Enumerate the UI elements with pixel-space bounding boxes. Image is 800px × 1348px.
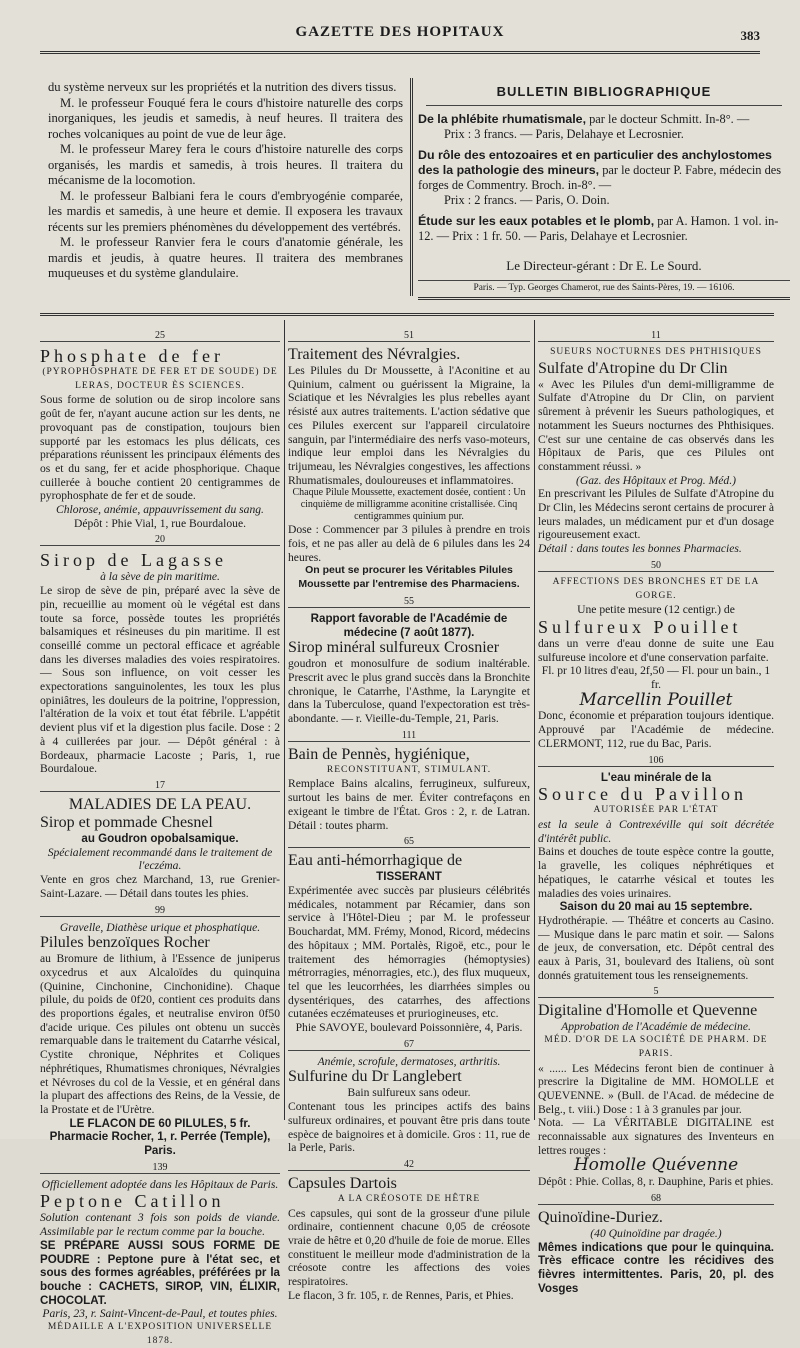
ad-number: 106 <box>538 755 774 767</box>
ad-number: 111 <box>288 730 530 742</box>
ad-indication: Gravelle, Diathèse urique et phosphatique. <box>59 920 261 934</box>
ad-subtitle: (40 Quinoïdine par dragée.) <box>590 1226 722 1240</box>
ad-body: Remplace Bains alcalins, ferrugineux, sulfureux, surtout les bains de mer. Éviter contrefaçons en exigeant le timbre de l'État. Gros : 2, r. de Latran. Détail : toutes pharm. <box>288 777 530 832</box>
ad-reference: (Gaz. des Hôpitaux et Prog. Méd.) <box>576 473 736 487</box>
news-paragraph: M. le professeur Marey fera le cours d'histoire naturelle des corps organisés, les mardis et samedis, à trois heures. Il traitera du mécanisme de la locomotion. <box>48 142 403 187</box>
ad-dose: Chaque Pilule Moussette, exactement dosée, contient : Un cinquième de milligramme aconitine cristallisée. Cinq centigrammes quinium pur. <box>292 487 526 523</box>
ad-body: Les Pilules du Dr Moussette, à l'Aconitine et au Quinium, calment ou guérissent la Migraine, la Sciatique et les Névralgies les plus rebelles ayant résisté aux autres traitements. L'action sédative que ces Pilules exercent sur l'appareil circulatoire sanguin, par l'intermédiaire des nerfs vaso-moteurs, indique leur emploi dans les Névralgies du trijumeau, les Névralgies congestives, les affections Rhumatismales, douloureuses et inflammatoires. <box>288 364 530 487</box>
ad-number: 55 <box>288 596 530 608</box>
ad-heading: Officiellement adoptée dans les Hôpitaux de Paris. <box>41 1177 279 1191</box>
bulletin-entry <box>418 214 790 244</box>
ad-number: 67 <box>288 1039 530 1051</box>
bulletin-bibliographique <box>418 80 790 298</box>
ad-indication: Spécialement recommandé dans le traitement de l'eczéma. <box>47 845 273 873</box>
ad-subtitle: au Goudron opobalsamique. <box>81 831 239 845</box>
ad-number: 99 <box>40 905 280 917</box>
page-header <box>40 18 760 54</box>
ad-title-pavillon: Source du Pavillon <box>538 784 747 805</box>
ad-body: dans un verre d'eau donne de suite une Eau sulfureuse incolore et d'une conservation parfaite. <box>538 636 774 664</box>
ad-number: 68 <box>538 1193 774 1205</box>
ad-notice: On peut se procurer les Véritables Pilules Moussette par l'entremise des Pharmaciens. <box>298 564 520 591</box>
ad-notice: Nota. — La VÉRITABLE DIGITALINE est reconnaissable aux signatures des Inventeurs en lettres rouges : <box>538 1116 774 1157</box>
ad-body: Contenant tous les principes actifs des bains sulfureux ordinaires, et pouvant être pris dans toute espèce de baignoires et à domicile. Gros : 11, rue de la Perle, Paris. <box>288 1100 530 1155</box>
ad-price: LE FLACON DE 60 PILULES, 5 fr. Pharmacie Rocher, 1, r. Perrée (Temple), Paris. <box>49 1116 271 1158</box>
ad-title-digitaline: Digitaline d'Homolle et Quevenne <box>538 1002 758 1020</box>
ad-body: est la seule à Contrexéville qui soit décrétée d'intérêt public. <box>538 817 774 845</box>
column-separator <box>284 320 285 1120</box>
ad-subtitle: Bain sulfureux sans odeur. <box>347 1086 471 1100</box>
ad-title-pouillet: Sulfureux Pouillet <box>538 616 742 637</box>
ad-body: goudron et monosulfure de sodium inaltérable. Prescrit avec le plus grand succès dans la Bronchite chronique, le Catarrhe, l'Asthme, la Laryngite et dans la Tuberculose, quand l'expectoration est très-abondante. — r. Vieille-du-Temple, 21, Paris. <box>288 657 530 726</box>
ad-medal: MÉD. D'OR DE LA SOCIÉTÉ DE PHARM. DE PARIS. <box>544 1035 768 1059</box>
ad-heading: AFFECTIONS DES BRONCHES ET DE LA GORGE. <box>552 576 760 601</box>
divider <box>426 105 782 106</box>
ad-number: 25 <box>40 330 280 342</box>
ad-body: En prescrivant les Pilules de Sulfate d'Atropine du Dr Clin, les Médecins seront certains de procurer à leurs malades, un médicament pur et d'un dosage rigoureusement exact. <box>538 487 774 542</box>
ad-body: Donc, économie et préparation toujours identique. Approuvé par l'Académie de médecine. CLERMONT, 112, rue du Bac, Paris. <box>538 709 774 750</box>
entry-title: De la phlébite rhumatismale, <box>418 112 587 126</box>
ad-title-quinoidine: Quinoïdine-Duriez. <box>538 1208 663 1226</box>
entry-details: par A. Hamon. 1 vol. in-12. — Prix : 1 fr. 50. — Paris, Delahaye et Lecrosnier. <box>418 214 779 243</box>
ad-title-peptone: Peptone Catillon <box>40 1191 225 1212</box>
ad-heading: L'eau minérale de la <box>600 770 712 784</box>
ad-subtitle: (PYROPHOSPHATE DE FER ET DE SOUDE) DE LERAS, DOCTEUR ÈS SCIENCES. <box>42 367 278 391</box>
pouillet-signature: Marcellin Pouillet <box>579 689 733 710</box>
column-separator <box>410 78 413 296</box>
entry-details: par le docteur Schmitt. In-8°. — <box>586 112 750 126</box>
ad-column-1 <box>40 326 280 1348</box>
ad-title-langlebert: Sulfurine du Dr Langlebert <box>288 1068 462 1086</box>
ad-medal: MÉDAILLE A L'EXPOSITION UNIVERSELLE 1878. <box>47 1322 273 1346</box>
ad-body: SE PRÉPARE AUSSI SOUS FORME DE POUDRE : Peptone pure à l'état sec, et sous des formes agréables, préférées pr la bouche : CACHETS, SIROP, VIN, ÉLIXIR, CHOCOLAT. <box>40 1238 280 1307</box>
top-section <box>48 80 800 305</box>
ad-body: Le sirop de sève de pin, préparé avec la sève de pin, recueillie au moment où le végétal est dans toute sa force, possède toutes les propriétés balsamiques et résineuses du pin maritime. Il est conseillé comme un pectoral efficace et agréable dans les diverses maladies des voies respiratoires. — Sous son influence, on voit cesser les expectorations sanguinolentes, les toux les plus opiniâtres, les douleurs de la poitrine, l'oppression, l'altération de la voix et tout état fébrile. L'appétit devient plus vif et la digestion plus facile. Dose : 2 à 4 cuillerées par jour. — Dépôt général : à Bordeaux, pharmacie Lacoste ; Paris, 1, rue Bourdaloue. <box>40 584 280 776</box>
ad-title-phosphate: Phosphate de fer <box>40 346 224 366</box>
lecture-news <box>48 80 403 282</box>
ad-column-2 <box>288 326 530 1303</box>
ad-subtitle: TISSERANT <box>376 870 442 884</box>
bulletin-entry <box>418 148 790 208</box>
ad-body: au Bromure de lithium, à l'Essence de juniperus oxycedrus et aux Alcaloïdes du quinquina (Quinine, Cinchonine, Cinchonidine). Chaque pilule, du poids de 0f20, contient ces produits dans des proportions égales, et neutralise environ 0f50 d'acide urique. Ces pilules ont obtenu un succès remarquable dans le traitement du Catarrhe vésical, Cystite chronique, Néphrites et Coliques néphrétiques, Rhumatismes chroniques, Névralgies et Névroses du col de la Vessie, et en général dans la plupart des affections des Reins, de la Vessie, de la Prostate et de l'Urètre. <box>40 952 280 1116</box>
ad-body: Mêmes indications que pour le quinquina. Très efficace contre les récidives des fièvres intermittentes. Paris, 20, pl. des Vosges <box>538 1240 774 1295</box>
entry-title: Du rôle des entozoaires et en particulier des anchylostomes des la pathologie des mineurs, <box>418 148 772 177</box>
ad-body: Bains et douches de toute espèce contre la goutte, la gravelle, les coliques néphrétiques et hépatiques, le catarrhe vésical et toutes les maladies des voies urinaires. <box>538 845 774 900</box>
ad-number: 51 <box>288 330 530 342</box>
ad-body: Hydrothérapie. — Théâtre et concerts au Casino. — Musique dans le parc matin et soir. — Salons de jeux, de conversation, etc. Dépôt central des eaux à Paris, 31, boulevard des Italiens, où sont donnés gratuitement tous les renseignements. <box>538 913 774 982</box>
ad-detail: Détail : dans toutes les bonnes Pharmacies. <box>538 542 742 556</box>
ad-title-tisserant: Eau anti-hémorrhagique de <box>288 852 463 870</box>
ad-heading: SUEURS NOCTURNES DES PHTHISIQUES <box>550 347 762 357</box>
ad-title-pennes: Bain de Pennès, hygiénique, <box>288 745 470 763</box>
ad-body: « ...... Les Médecins feront bien de continuer à prescrire la Digitaline de MM. HOMOLLE et QUEVENNE. » (Bull. de l'Acad. de médecine de Belg., t. viii.) Dose : 1 à 3 granules par jour. <box>538 1061 774 1116</box>
header-rule <box>40 51 760 54</box>
ad-title-chesnel: Sirop et pommade Chesnel <box>40 813 213 831</box>
news-paragraph: M. le professeur Ranvier fera le cours d'anatomie générale, les mardis et jeudis, à quatre heures. Il traitera des membranes muqueuses et du système glandulaire. <box>48 235 403 280</box>
ad-body: Solution contenant 3 fois son poids de viande. Assimilable par le rectum comme par la bouche. <box>40 1211 280 1239</box>
ad-subtitle: Approbation de l'Académie de médecine. <box>561 1020 751 1034</box>
digitaline-signatures: Homolle Quévenne <box>573 1155 739 1176</box>
ad-address: Phie SAVOYE, boulevard Poissonnière, 4, Paris. <box>295 1021 523 1035</box>
ad-body: Sous forme de solution ou de sirop incolore sans goût de fer, n'ayant aucune action sur les dents, ne provoquant pas de constipation, toujours bien supporté par les estomacs les plus délicats, ces préparations réunissent les principaux éléments des os et du sang, fer et acide phosphorique. Chaque cuillerée à bouche contient 20 centigrammes de pyrophosphate de fer et de soude. <box>40 393 280 503</box>
ad-dose: Dose : Commencer par 3 pilules à prendre en trois fois, et ne pas aller au delà de 6 pilules dans les 24 heures. <box>288 523 530 564</box>
ad-subtitle: RECONSTITUANT, STIMULANT. <box>326 764 492 775</box>
news-paragraph: M. le professeur Fouqué fera le cours d'histoire naturelle des corps inorganiques, les jeudis et samedis, à neuf heures. Il traitera des roches volcaniques au point de vue de leur âge. <box>48 95 403 141</box>
ad-body: « Avec les Pilules d'un demi-milligramme de Sulfate d'Atropine du Dr Clin, on parvient sûrement à prévenir les Sueurs pathologiques, et notamment les Sueurs nocturnes des Phthisiques. C'est sur une centaine de cas observés dans les Hôpitaux de Paris, que ces Pilules ont constamment réussi. » <box>538 377 774 473</box>
bulletin-entry <box>418 112 790 142</box>
ad-subheading: Une petite mesure (12 centigr.) de <box>577 603 735 617</box>
ad-depot: Dépôt : Phie. Collas, 8, r. Dauphine, Paris et phies. <box>538 1175 774 1189</box>
ad-heading: MALADIES DE LA PEAU. <box>68 795 252 813</box>
ad-number: 5 <box>538 986 774 998</box>
ad-title-pilules-rocher: Pilules benzoïques Rocher <box>40 934 210 952</box>
ad-depot: Dépôt : Phie Vial, 1, rue Bourdaloue. <box>74 516 246 530</box>
ad-title-dartois: Capsules Dartois <box>288 1174 397 1192</box>
ad-column-3 <box>538 326 774 1295</box>
ad-subtitle: à la sève de pin maritime. <box>100 570 220 584</box>
ad-price: Fl. pr 10 litres d'eau, 2f,50 — Fl. pour un bain., 1 fr. <box>541 664 771 692</box>
ad-title-sirop-lagasse: Sirop de Lagasse <box>40 550 227 571</box>
ad-season: Saison du 20 mai au 15 septembre. <box>559 900 753 914</box>
ad-address: Le flacon, 3 fr. 105, r. de Rennes, Paris, et Phies. <box>288 1288 514 1302</box>
ad-body: Expérimentée avec succès par plusieurs célébrités médicales, notamment par Récamier, dans son service à l'Hôtel-Dieu ; par M. le professeur Bouchardat, MM. Frémy, Monod, Ricord, médecins des hôpitaux ; MM. Portalès, Rigoë, etc., pour le traitement des hémorragies (hémoptysies) métrorragies, ménorragies, etc.), des flux muqueux, tel que les leucorrhées, les diarrhées simples ou dysentériques, des catarrhes, des affections cutanées eczémateuses et pruriogineuses, etc. <box>288 883 530 1021</box>
ad-number: 20 <box>40 534 280 546</box>
entry-details: par le docteur P. Fabre, médecin des forges de Commentry. Broch. in-8°. — <box>418 163 782 192</box>
news-paragraph: du système nerveux sur les propriétés et la nutrition des divers tissus. <box>48 80 397 94</box>
ad-body: Ces capsules, qui sont de la grosseur d'une pilule ordinaire, contiennent chacune 0,05 de créosote vraie de hêtre et 0,20 d'huile de foie de morue. Elles constituent le meilleur mode d'administration de la créosote contre les affections des voies respiratoires. <box>288 1206 530 1289</box>
ad-address: Paris, 23, r. Saint-Vincent-de-Paul, et toutes phies. <box>42 1307 278 1321</box>
ad-number: 50 <box>538 560 774 572</box>
printer-imprint: Paris. — Typ. Georges Chamerot, rue des Saints-Pères, 19. — 16106. <box>418 280 790 300</box>
bulletin-title: BULLETIN BIBLIOGRAPHIQUE <box>496 84 712 99</box>
ad-title-nevralgies: Traitement des Névralgies. <box>288 346 461 363</box>
ad-title-crosnier: Sirop minéral sulfureux Crosnier <box>288 639 500 657</box>
ad-indication: Chlorose, anémie, appauvrissement du sang. <box>56 503 264 517</box>
ad-number: 11 <box>538 330 774 342</box>
entry-price: Prix : 2 francs. — Paris, O. Doin. <box>444 193 610 207</box>
directeur-gerant: Le Directeur-gérant : Dr E. Le Sourd. <box>506 258 702 273</box>
advertisements <box>40 313 774 1346</box>
entry-title: Étude sur les eaux potables et le plomb, <box>418 214 655 228</box>
journal-title: GAZETTE DES HOPITAUX <box>295 24 505 40</box>
ad-body: Vente en gros chez Marchand, 13, rue Grenier-Saint-Lazare. — Détail dans toutes les phies. <box>40 873 280 900</box>
news-paragraph: M. le professeur Balbiani fera le cours d'embryogénie comparée, les mardis et samedis, à une heure et demie. Il exposera les travaux récents sur les premiers phénomènes du développement des vertébrés. <box>48 188 403 234</box>
ad-indication: Anémie, scrofule, dermatoses, arthritis. <box>317 1054 501 1068</box>
entry-price: Prix : 3 francs. — Paris, Delahaye et Lecrosnier. <box>444 127 684 141</box>
ad-title-atropine: Sulfate d'Atropine du Dr Clin <box>538 359 728 377</box>
page-number: 383 <box>740 28 760 43</box>
column-separator <box>534 320 535 1120</box>
ad-number: 17 <box>40 780 280 792</box>
ad-number: 65 <box>288 836 530 848</box>
ad-heading: Rapport favorable de l'Académie de médecine (7 août 1877). <box>310 611 508 639</box>
ad-number: 42 <box>288 1159 530 1171</box>
ad-subtitle: A LA CRÉOSOTE DE HÊTRE <box>337 1193 481 1204</box>
ad-subtitle: AUTORISÉE PAR L'ÉTAT <box>593 805 719 816</box>
ad-number: 139 <box>40 1162 280 1174</box>
